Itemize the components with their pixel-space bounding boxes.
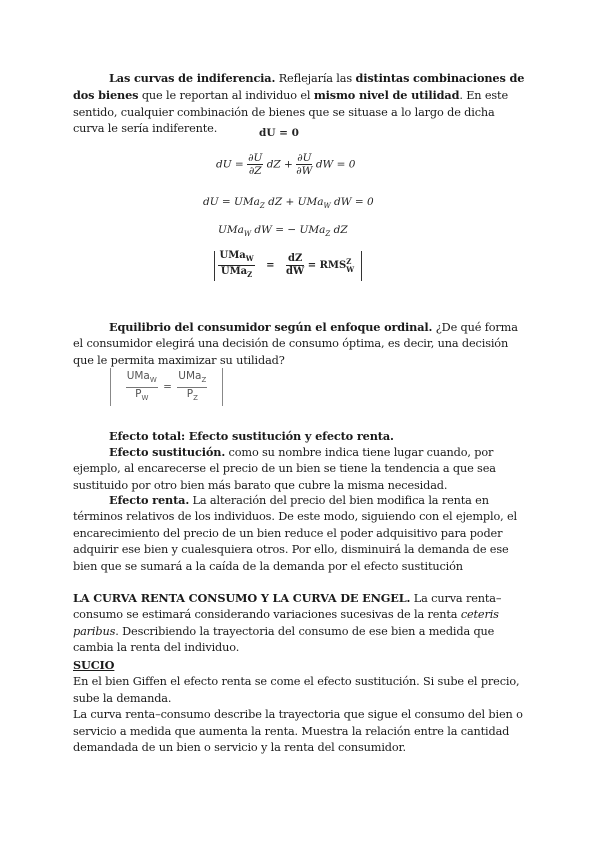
equation-total-differential: dU = $\frac{\partial U}{\partial Z}$ dZ + $\frac{\partial U}{\partial W}$ dW = 0: [216, 152, 356, 177]
partial-u-z-fraction: $\frac{\partial U}{\partial Z}$: [248, 152, 263, 177]
engel-curve-paragraph: LA CURVA RENTA CONSUMO Y LA CURVA DE ENGEL. La curva renta–consumo se estimará considerando variaciones sucesivas de la renta ceteris paribus. Describiendo la trayectoria del consumo de ese bien a medida que cambia la renta del individuo.: [73, 591, 502, 655]
equation-marginal-utility-sum: dU = UMa$_Z$ dZ + UMa$_W$ dW = 0: [203, 196, 374, 211]
engel-curve-title: LA CURVA RENTA CONSUMO Y LA CURVA DE ENGEL.: [73, 591, 411, 605]
uma-w-over-pw-fraction: $\frac{UMa_W}{P_W}$: [126, 370, 157, 402]
substitution-effect-paragraph: Efecto sustitución. como su nombre indica tiene lugar cuando, por ejemplo, al encarecerse el precio de un bien se tiene la tendencia a que sea sustituido por otro bien más barato que cubre la misma necesidad.: [73, 445, 496, 492]
total-effect-title: Efecto total: Efecto sustitución y efecto renta.: [109, 429, 394, 443]
uma-z-over-pz-fraction: $\frac{UMa_Z}{P_Z}$: [178, 370, 207, 402]
giffen-note: En el bien Giffen el efecto renta se come el efecto sustitución. Si sube el precio, sube la demanda.: [73, 675, 520, 705]
partial-u-w-fraction: $\frac{\partial U}{\partial W}$: [296, 152, 313, 177]
indifference-curves-paragraph: Las curvas de indiferencia. Reflejaría las distintas combinaciones de dos bienes que le reportan al individuo el mismo nivel de utilidad. En este sentido, cualquier combinación de bienes que se situase a lo largo de dicha curva le sería indiferente.: [73, 71, 525, 136]
equation-du-zero: dU = 0: [259, 127, 299, 139]
equilibrium-condition: $\frac{UMa_W}{P_W}$ = $\frac{UMa_Z}{P_Z}$: [110, 368, 223, 406]
uma-ratio-fraction: $\frac{UMa_W}{UMa_Z}$: [219, 250, 254, 279]
income-effect-paragraph: Efecto renta. La alteración del precio del bien modifica la renta en términos relativos de los individuos. De este modo, siguiendo con el ejemplo, el encarecimiento del precio de un bien reduce el poder adquisitivo para poder adquirir ese bien y cualesquiera otros. Por ello, disminuirá la demanda de ese bien que se sumará a la caída de la demanda por el efecto sustitución: [73, 493, 517, 573]
equation-marginal-utility-equal: UMa$_W$ dW = − UMa$_Z$ dZ: [218, 224, 348, 239]
sucio-section: [73, 657, 529, 756]
income-effect-title: Efecto renta.: [109, 493, 190, 507]
income-consumption-note: La curva renta–consumo describe la trayectoria que sigue el consumo del bien o servicio a medida que aumenta la renta. Muestra la relación entre la cantidad demandada de un bien o servicio y la renta del consumidor.: [73, 708, 523, 755]
consumer-equilibrium-title: Equilibrio del consumidor según el enfoque ordinal.: [109, 320, 433, 334]
dz-dw-fraction: $\frac{dZ}{dW}$: [286, 253, 305, 277]
sucio-heading: SUCIO: [73, 658, 115, 672]
consumer-equilibrium-paragraph: Equilibrio del consumidor según el enfoque ordinal. ¿De qué forma el consumidor elegirá una decisión de consumo óptima, es decir, una decisión que le permita maximizar su utilidad?: [73, 320, 518, 367]
equation-rms: $\frac{UMa_W}{UMa_Z}$ = $\frac{dZ}{dW}$ = RMS Z W: [214, 250, 362, 281]
substitution-effect-title: Efecto sustitución.: [109, 445, 226, 459]
indifference-curves-title: Las curvas de indiferencia.: [109, 71, 276, 85]
